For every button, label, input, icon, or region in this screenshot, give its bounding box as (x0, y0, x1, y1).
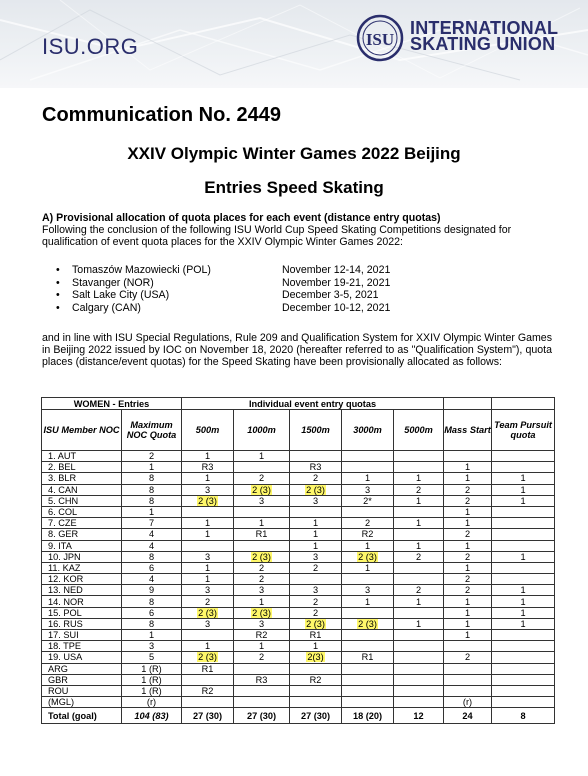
quota-value-cell (492, 506, 555, 517)
quota-value-cell (394, 652, 444, 663)
quota-value-cell: R2 (234, 630, 290, 641)
quota-value-cell: 1 (492, 495, 555, 506)
quota-value-cell: R1 (234, 529, 290, 540)
quota-value-cell (342, 574, 394, 585)
quota-value-cell: 2 (444, 585, 492, 596)
competition-item (56, 302, 390, 315)
section-a (42, 212, 552, 248)
document-subtitle: Entries Speed Skating (204, 178, 384, 197)
quota-value-cell: R3 (290, 462, 342, 473)
quota-value-cell (290, 685, 342, 696)
quota-value-cell: 1 (492, 484, 555, 495)
competition-location: Calgary (CAN) (72, 301, 141, 314)
noc-cell: 16. RUS (42, 618, 122, 629)
quota-value-cell: 1 (182, 518, 234, 529)
quota-value-cell (342, 618, 394, 629)
quota-value-cell (394, 697, 444, 708)
quota-value-cell: 1 (342, 473, 394, 484)
quota-value-cell: 1 (444, 562, 492, 573)
quota-value-cell (394, 630, 444, 641)
quota-value-cell: 1 (444, 618, 492, 629)
quota-value-cell (342, 462, 394, 473)
column-header: 1000m (234, 410, 290, 451)
quota-value-cell: 3 (290, 495, 342, 506)
quota-value-cell (394, 451, 444, 462)
quota-value-cell (290, 484, 342, 495)
quota-cell: 4 (122, 540, 182, 551)
table-row (42, 506, 555, 517)
quota-value-cell: 1 (394, 540, 444, 551)
quota-value-cell: 2 (234, 562, 290, 573)
quota-value-cell: R2 (342, 529, 394, 540)
bullet-icon: • (56, 289, 60, 302)
competition-item (56, 289, 390, 302)
competition-location: Tomaszów Mazowiecki (POL) (72, 264, 211, 276)
logo-mark: ISU (365, 30, 395, 49)
document-title: XXIV Olympic Winter Games 2022 Beijing (127, 144, 461, 163)
quota-value-cell: 27 (30) (234, 708, 290, 724)
quota-cell: 1 (122, 462, 182, 473)
quota-value-cell: 3 (182, 585, 234, 596)
quota-value-cell: 2 (234, 473, 290, 484)
quota-value-cell: 1 (234, 596, 290, 607)
quota-value-cell (492, 574, 555, 585)
quota-cell: 6 (122, 562, 182, 573)
table-row (42, 473, 555, 484)
quota-value-cell: 3 (342, 585, 394, 596)
quota-value-cell (342, 451, 394, 462)
noc-cell: 18. TPE (42, 641, 122, 652)
highlighted-value: 2 (3) (358, 618, 377, 629)
quota-value-cell (182, 506, 234, 517)
quota-value-cell (234, 540, 290, 551)
quota-value-cell: R1 (290, 630, 342, 641)
noc-cell: 5. CHN (42, 495, 122, 506)
quota-value-cell (290, 451, 342, 462)
competition-list (56, 264, 390, 314)
quota-cell: 5 (122, 652, 182, 663)
quota-cell: 8 (122, 473, 182, 484)
quota-value-cell (492, 641, 555, 652)
column-header: Team Pursuit quota (492, 410, 555, 451)
quota-value-cell: 3 (182, 551, 234, 562)
quota-cell: 1 (R) (122, 674, 182, 685)
quota-value-cell (290, 574, 342, 585)
quota-table (41, 397, 555, 724)
highlighted-value: 2 (3) (198, 652, 217, 663)
noc-cell: 13. NED (42, 585, 122, 596)
quota-value-cell: 2 (444, 551, 492, 562)
quota-value-cell: (r) (444, 697, 492, 708)
table-row (42, 685, 555, 696)
quota-value-cell (394, 663, 444, 674)
quota-value-cell: 1 (394, 596, 444, 607)
competition-dates: November 12-14, 2021 (282, 264, 391, 276)
quota-value-cell: 24 (444, 708, 492, 724)
quota-value-cell (492, 562, 555, 573)
quota-value-cell (444, 663, 492, 674)
quota-value-cell (492, 462, 555, 473)
noc-cell: 7. CZE (42, 518, 122, 529)
quota-value-cell (290, 618, 342, 629)
quota-value-cell (234, 607, 290, 618)
org-line-1: INTERNATIONAL (410, 18, 559, 38)
quota-value-cell: R2 (290, 674, 342, 685)
quota-value-cell: 1 (182, 473, 234, 484)
group-header-women: WOMEN - Entries (42, 398, 182, 410)
quota-value-cell: 2 (290, 562, 342, 573)
quota-cell: 3 (122, 641, 182, 652)
noc-cell: 2. BEL (42, 462, 122, 473)
quota-value-cell (394, 674, 444, 685)
quota-value-cell: 1 (492, 585, 555, 596)
quota-value-cell: 2 (290, 596, 342, 607)
table-row (42, 663, 555, 674)
table-row (42, 518, 555, 529)
quota-value-cell: 2 (444, 484, 492, 495)
quota-cell: 9 (122, 585, 182, 596)
quota-value-cell: 1 (290, 529, 342, 540)
quota-value-cell: 3 (290, 585, 342, 596)
quota-value-cell (234, 663, 290, 674)
quota-cell: 4 (122, 574, 182, 585)
quota-value-cell: 1 (444, 540, 492, 551)
quota-value-cell (290, 663, 342, 674)
competition-dates: November 19-21, 2021 (282, 276, 391, 289)
quota-cell: 2 (122, 451, 182, 462)
quota-value-cell: 1 (444, 607, 492, 618)
quota-value-cell (290, 697, 342, 708)
quota-value-cell: 1 (492, 596, 555, 607)
quota-value-cell: R1 (342, 652, 394, 663)
noc-cell: 12. KOR (42, 574, 122, 585)
quota-value-cell (394, 685, 444, 696)
quota-value-cell (492, 697, 555, 708)
org-name (410, 20, 558, 52)
table-row (42, 585, 555, 596)
quota-value-cell (394, 529, 444, 540)
quota-cell: 8 (122, 495, 182, 506)
table-row (42, 540, 555, 551)
quota-value-cell: 2 (234, 652, 290, 663)
quota-value-cell: 1 (234, 641, 290, 652)
quota-value-cell (234, 697, 290, 708)
column-header: 3000m (342, 410, 394, 451)
table-row (42, 618, 555, 629)
quota-value-cell: 1 (394, 618, 444, 629)
quota-cell: 4 (122, 529, 182, 540)
quota-value-cell (492, 451, 555, 462)
quota-value-cell: 1 (342, 596, 394, 607)
table-row (42, 652, 555, 663)
quota-value-cell: 1 (394, 495, 444, 506)
quota-value-cell: 1 (492, 607, 555, 618)
quota-value-cell (342, 630, 394, 641)
column-header: 1500m (290, 410, 342, 451)
quota-value-cell: 1 (492, 473, 555, 484)
highlighted-value: 2 (3) (252, 551, 271, 562)
highlighted-value: 2 (3) (252, 607, 271, 618)
quota-value-cell (290, 506, 342, 517)
quota-cell: 1 (122, 630, 182, 641)
noc-cell: 9. ITA (42, 540, 122, 551)
quota-value-cell (290, 652, 342, 663)
bullet-icon: • (56, 276, 60, 289)
quota-value-cell: 2 (394, 585, 444, 596)
quota-value-cell: 1 (290, 641, 342, 652)
quota-value-cell: 2* (342, 495, 394, 506)
section-a-heading: A) Provisional allocation of quota places for each event (distance entry quotas) (42, 212, 441, 224)
quota-value-cell: 1 (234, 451, 290, 462)
quota-value-cell: 1 (444, 518, 492, 529)
quota-value-cell (342, 641, 394, 652)
quota-value-cell (234, 506, 290, 517)
quota-value-cell (492, 652, 555, 663)
quota-cell: 1 (R) (122, 663, 182, 674)
noc-cell: GBR (42, 674, 122, 685)
quota-cell: 8 (122, 618, 182, 629)
quota-value-cell (234, 551, 290, 562)
quota-value-cell: 1 (182, 574, 234, 585)
quota-value-cell (444, 674, 492, 685)
highlighted-value: 2 (3) (358, 551, 377, 562)
highlighted-value: 2 (3) (198, 607, 217, 618)
quota-value-cell: 3 (234, 585, 290, 596)
noc-cell: 4. CAN (42, 484, 122, 495)
quota-value-cell (342, 551, 394, 562)
table-row (42, 630, 555, 641)
quota-value-cell (492, 685, 555, 696)
quota-value-cell: 2 (290, 473, 342, 484)
quota-value-cell (444, 451, 492, 462)
bullet-icon: • (56, 264, 60, 276)
noc-cell: 8. GER (42, 529, 122, 540)
quota-value-cell (492, 540, 555, 551)
competition-item (56, 277, 390, 290)
column-header: ISU Member NOC (42, 410, 122, 451)
noc-cell: 10. JPN (42, 551, 122, 562)
competition-location: Stavanger (NOR) (72, 276, 154, 289)
competition-dates: December 3-5, 2021 (282, 289, 379, 302)
quota-value-cell: R3 (234, 674, 290, 685)
column-header: Maximum NOC Quota (122, 410, 182, 451)
quota-value-cell (492, 630, 555, 641)
quota-value-cell (492, 663, 555, 674)
table-row (42, 495, 555, 506)
quota-value-cell: 1 (342, 540, 394, 551)
quota-value-cell (234, 685, 290, 696)
quota-value-cell: 1 (342, 562, 394, 573)
group-header-individual: Individual event entry quotas (182, 398, 444, 410)
noc-cell: ROU (42, 685, 122, 696)
quota-cell: (r) (122, 697, 182, 708)
quota-cell: 104 (83) (122, 708, 182, 724)
quota-value-cell: 3 (234, 618, 290, 629)
column-header: 500m (182, 410, 234, 451)
table-row (42, 697, 555, 708)
quota-value-cell: 1 (182, 562, 234, 573)
quota-value-cell (182, 607, 234, 618)
table-row (42, 529, 555, 540)
quota-value-cell (342, 697, 394, 708)
quota-value-cell (492, 674, 555, 685)
noc-cell: 17. SUI (42, 630, 122, 641)
competition-location: Salt Lake City (USA) (72, 289, 170, 302)
quota-value-cell: 2 (342, 518, 394, 529)
quota-value-cell (342, 607, 394, 618)
quota-value-cell: 2 (444, 495, 492, 506)
quota-value-cell (234, 484, 290, 495)
noc-cell: Total (goal) (42, 708, 122, 724)
noc-cell: 14. NOR (42, 596, 122, 607)
quota-value-cell: 1 (394, 473, 444, 484)
table-row (42, 484, 555, 495)
table-row (42, 607, 555, 618)
highlighted-value: 2 (3) (198, 495, 217, 506)
noc-cell: 3. BLR (42, 473, 122, 484)
quota-value-cell: 27 (30) (290, 708, 342, 724)
highlighted-value: 2 (3) (306, 618, 325, 629)
table-row (42, 574, 555, 585)
quota-value-cell (342, 685, 394, 696)
quota-value-cell: 2 (234, 574, 290, 585)
table-row (42, 562, 555, 573)
quota-value-cell: 1 (182, 451, 234, 462)
quota-value-cell: 2 (444, 574, 492, 585)
highlighted-value: 2 (3) (306, 484, 325, 495)
quota-value-cell (492, 529, 555, 540)
quota-value-cell: 2 (394, 484, 444, 495)
quota-value-cell: 2 (444, 652, 492, 663)
noc-cell: 6. COL (42, 506, 122, 517)
quota-value-cell: 1 (492, 618, 555, 629)
quota-value-cell: 12 (394, 708, 444, 724)
quota-value-cell: 1 (394, 518, 444, 529)
quota-value-cell (394, 607, 444, 618)
quota-value-cell: 1 (444, 462, 492, 473)
highlighted-value: 2(3) (307, 652, 324, 663)
quota-value-cell: 3 (290, 551, 342, 562)
highlighted-value: 2 (3) (252, 484, 271, 495)
quota-cell: 7 (122, 518, 182, 529)
noc-cell: 11. KAZ (42, 562, 122, 573)
quota-value-cell (234, 462, 290, 473)
quota-value-cell (182, 697, 234, 708)
quota-value-cell: 1 (234, 518, 290, 529)
quota-value-cell (444, 685, 492, 696)
quota-value-cell: 1 (182, 641, 234, 652)
page-header (0, 0, 588, 88)
bullet-icon: • (56, 301, 60, 314)
allocation-paragraph: and in line with ISU Special Regulations, Rule 209 and Qualification System for XXIV Olympic Winter Games in Beijing 2022 issued by IOC on November 18, 2020 (hereafter referred to as "Qualification System"), quota places (distance/event quotas) for the Speed Skating have been provisionally allocated as follows: (42, 332, 552, 368)
table-row (42, 674, 555, 685)
quota-value-cell (394, 574, 444, 585)
table-row (42, 551, 555, 562)
isu-logo-icon (356, 14, 404, 62)
quota-value-cell (444, 641, 492, 652)
quota-value-cell (182, 495, 234, 506)
table-row (42, 462, 555, 473)
quota-value-cell: 1 (444, 506, 492, 517)
quota-value-cell: 2 (444, 529, 492, 540)
table-row (42, 596, 555, 607)
competition-item (56, 264, 390, 277)
quota-value-cell (394, 462, 444, 473)
quota-value-cell: 27 (30) (182, 708, 234, 724)
table-row (42, 641, 555, 652)
quota-value-cell (342, 663, 394, 674)
quota-cell: 8 (122, 551, 182, 562)
quota-value-cell: 1 (444, 473, 492, 484)
quota-cell: 8 (122, 484, 182, 495)
quota-value-cell: 1 (290, 518, 342, 529)
quota-value-cell: R2 (182, 685, 234, 696)
quota-cell: 1 (122, 506, 182, 517)
org-line-2: SKATING UNION (410, 34, 556, 54)
group-header-blank (444, 398, 492, 410)
quota-value-cell: 18 (20) (342, 708, 394, 724)
quota-value-cell: 3 (342, 484, 394, 495)
column-header: 5000m (394, 410, 444, 451)
quota-value-cell: 3 (182, 618, 234, 629)
noc-cell: 1. AUT (42, 451, 122, 462)
quota-value-cell (394, 641, 444, 652)
quota-cell: 1 (R) (122, 685, 182, 696)
quota-value-cell (394, 562, 444, 573)
table-row (42, 451, 555, 462)
group-header-blank (492, 398, 555, 410)
quota-value-cell (342, 506, 394, 517)
noc-cell: (MGL) (42, 697, 122, 708)
quota-value-cell (182, 630, 234, 641)
quota-value-cell: 1 (444, 630, 492, 641)
column-header: Mass Start (444, 410, 492, 451)
quota-value-cell: 3 (182, 484, 234, 495)
quota-value-cell (492, 518, 555, 529)
quota-value-cell: 1 (290, 540, 342, 551)
quota-cell: 8 (122, 596, 182, 607)
section-a-text: Following the conclusion of the following ISU World Cup Speed Skating Competitions designated for qualification of event quota places for the XXIV Olympic Winter Games 2022: (42, 224, 512, 248)
quota-value-cell: 1 (444, 596, 492, 607)
quota-value-cell: R1 (182, 663, 234, 674)
quota-value-cell (182, 674, 234, 685)
quota-value-cell (342, 674, 394, 685)
total-row (42, 708, 555, 724)
competition-dates: December 10-12, 2021 (282, 301, 391, 314)
quota-value-cell (394, 506, 444, 517)
site-link[interactable]: ISU.ORG (42, 34, 139, 59)
quota-value-cell: 3 (234, 495, 290, 506)
quota-value-cell (182, 652, 234, 663)
communication-number: Communication No. 2449 (42, 104, 281, 126)
noc-cell: 15. POL (42, 607, 122, 618)
quota-value-cell: R3 (182, 462, 234, 473)
quota-cell: 6 (122, 607, 182, 618)
quota-value-cell (182, 540, 234, 551)
quota-value-cell: 8 (492, 708, 555, 724)
quota-value-cell: 2 (182, 596, 234, 607)
quota-value-cell: 1 (182, 529, 234, 540)
noc-cell: 19. USA (42, 652, 122, 663)
quota-value-cell: 2 (290, 607, 342, 618)
quota-value-cell: 2 (394, 551, 444, 562)
quota-value-cell: 1 (492, 551, 555, 562)
noc-cell: ARG (42, 663, 122, 674)
